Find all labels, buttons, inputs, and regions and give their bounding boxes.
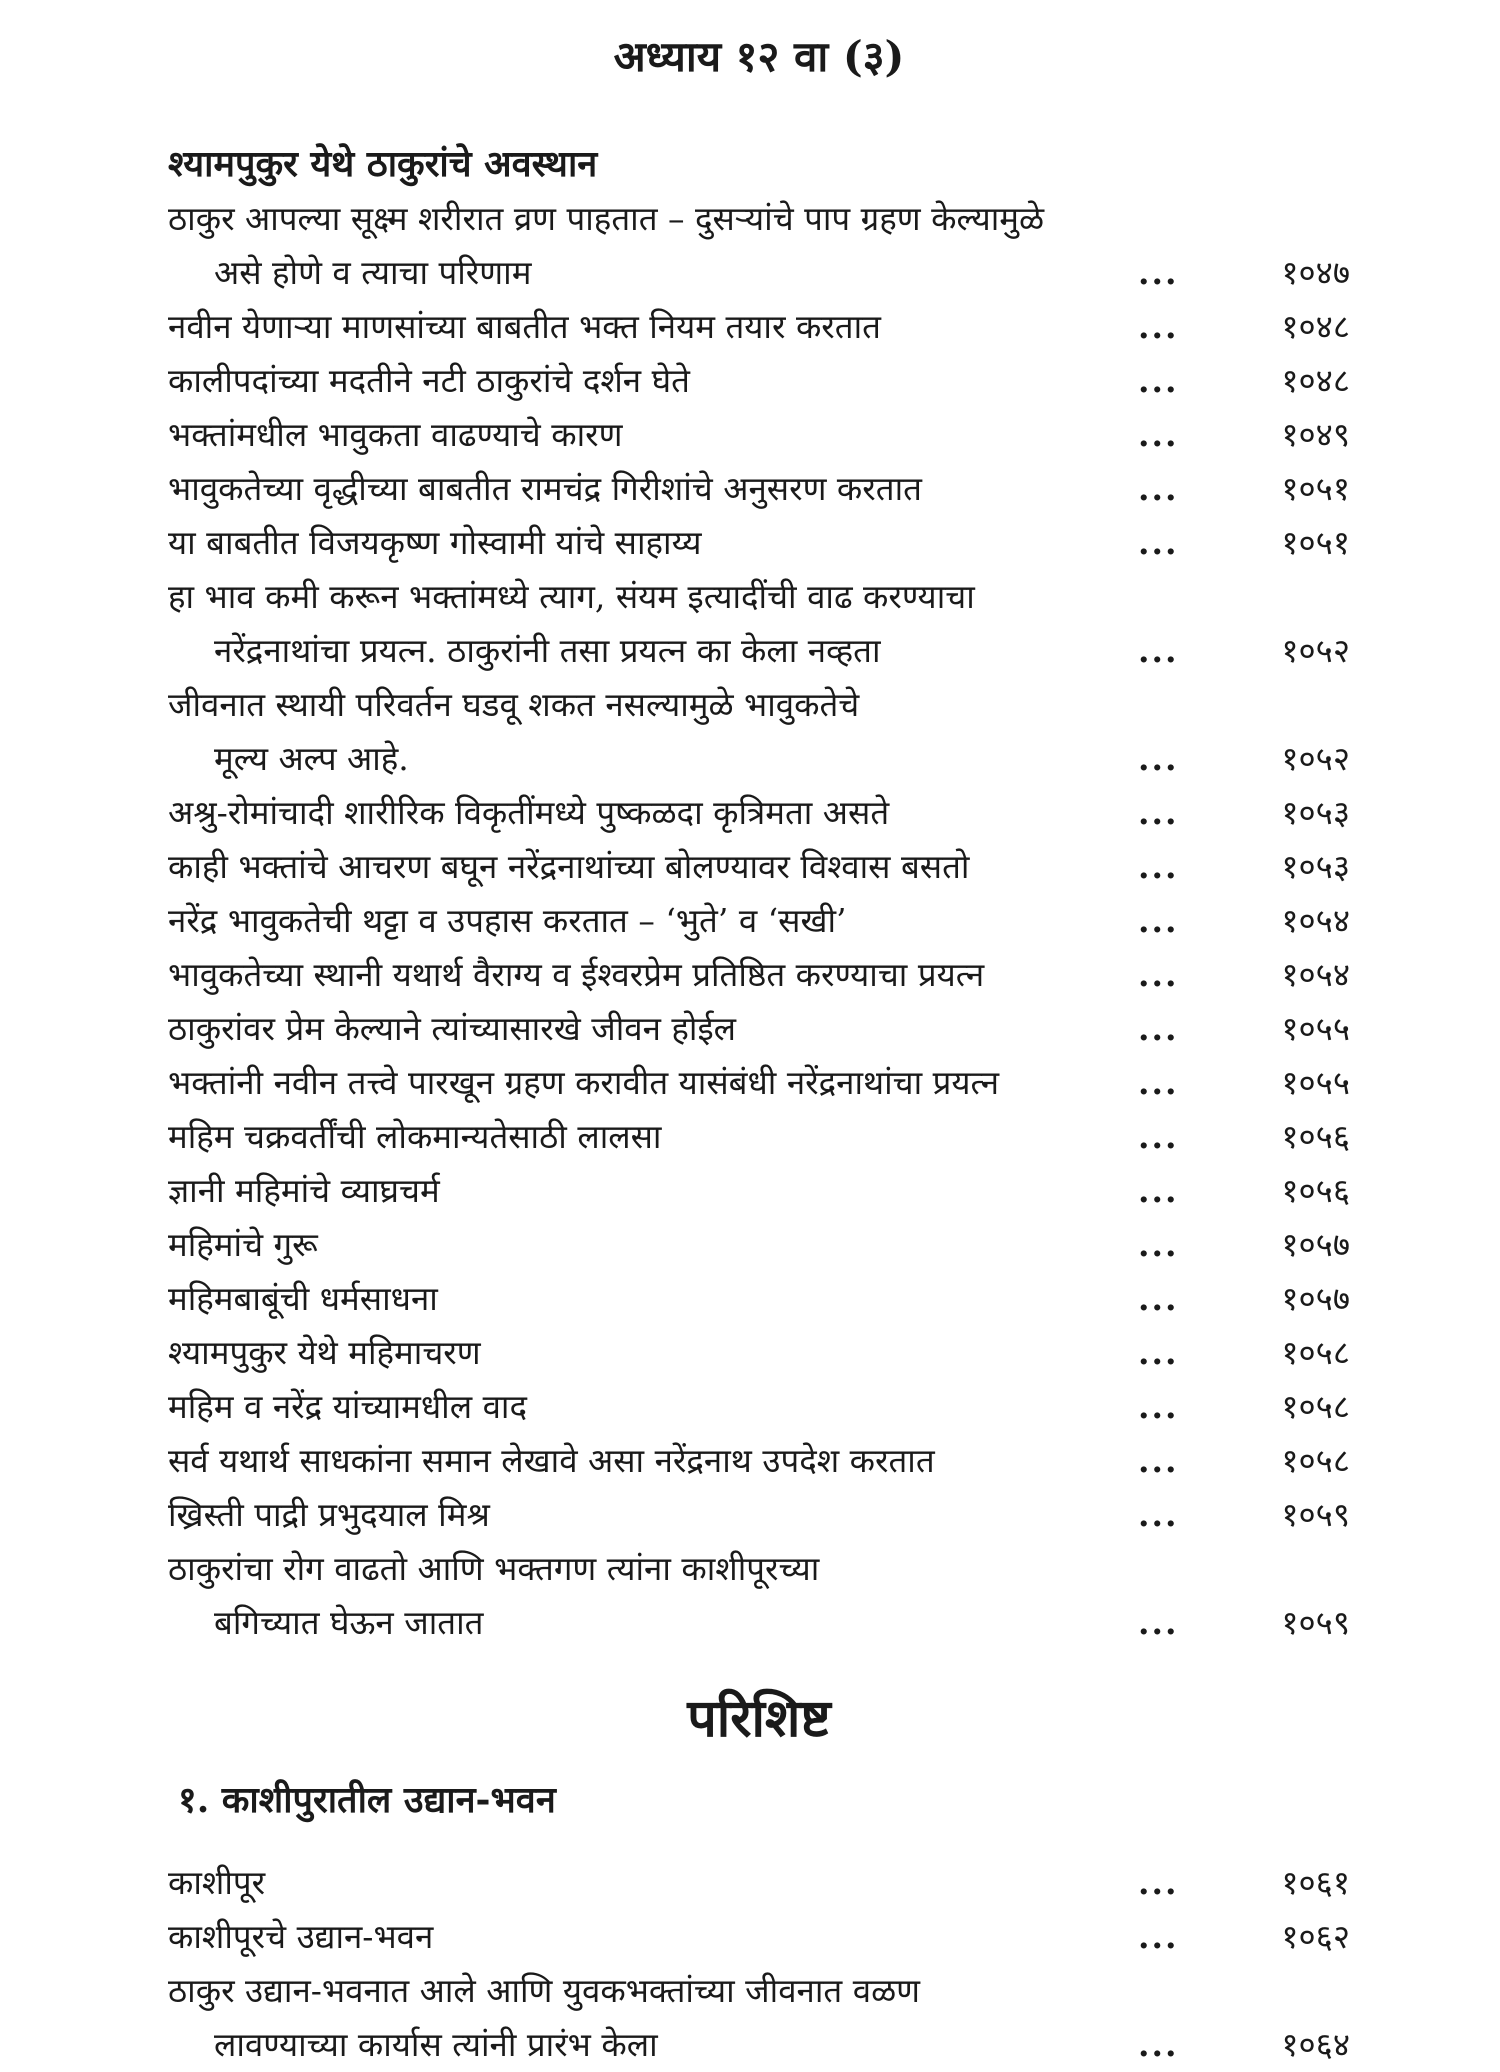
toc-entry <box>168 408 1350 462</box>
toc-entry-title: नवीन येणाऱ्या माणसांच्या बाबतीत भक्त नियम तयार करतात <box>168 307 881 346</box>
toc-entry <box>168 678 1350 786</box>
toc-page-number: १०५३ <box>1281 847 1350 886</box>
toc-page-number: १०५८ <box>1281 1441 1350 1480</box>
toc-entry-title: ठाकुर आपल्या सूक्ष्म शरीरात व्रण पाहतात – दुसऱ्यांचे पाप ग्रहण केल्यामुळे <box>168 199 1045 238</box>
toc-page-number: १०५२ <box>1281 631 1350 670</box>
toc-leader-dots: ... <box>1138 2025 1179 2064</box>
toc-leader-dots: ... <box>1138 955 1179 994</box>
toc-page-number: १०५९ <box>1281 1603 1350 1642</box>
toc-page-number: १०५१ <box>1281 469 1350 508</box>
toc-leader-dots: ... <box>1138 1387 1179 1426</box>
toc-leader-dots: ... <box>1138 1225 1179 1264</box>
toc-entry-title: ठाकुरांचा रोग वाढतो आणि भक्तगण त्यांना काशीपूरच्या <box>168 1549 820 1588</box>
toc-leader-dots: ... <box>1138 1279 1179 1318</box>
toc-entry-title: ठाकुरांवर प्रेम केल्याने त्यांच्यासारखे जीवन होईल <box>168 1009 737 1048</box>
toc-entry <box>168 1218 1350 1272</box>
chapter-title: अध्याय १२ वा (३) <box>613 32 905 81</box>
toc-entry <box>168 300 1350 354</box>
toc-entry-title: जीवनात स्थायी परिवर्तन घडवू शकत नसल्यामुळे भावुकतेचे <box>168 685 860 724</box>
toc-entry <box>168 192 1350 300</box>
appendix-entry-list <box>168 1856 1350 2072</box>
toc-entry <box>168 1488 1350 1542</box>
toc-page-number: १०४८ <box>1281 307 1350 346</box>
appendix-subheading: १. काशीपुरातील उद्यान-भवन <box>178 1779 556 1821</box>
toc-leader-dots: ... <box>1138 307 1179 346</box>
toc-leader-dots: ... <box>1138 901 1179 940</box>
toc-leader-dots: ... <box>1138 1009 1179 1048</box>
toc-entry-title: श्यामपुकुर येथे महिमाचरण <box>168 1333 481 1372</box>
toc-page-number: १०४७ <box>1281 253 1350 292</box>
toc-entry <box>168 1434 1350 1488</box>
toc-page-number: १०५३ <box>1281 793 1350 832</box>
toc-entry-title-continued: लावण्याच्या कार्यास त्यांनी प्रारंभ केला <box>214 2025 658 2064</box>
toc-leader-dots: ... <box>1138 793 1179 832</box>
toc-entry-title: नरेंद्र भावुकतेची थट्टा व उपहास करतात – ‘भुते’ व ‘सखी’ <box>168 901 847 940</box>
toc-entry-title: काही भक्तांचे आचरण बघून नरेंद्रनाथांच्या बोलण्यावर विश्वास बसतो <box>168 847 970 886</box>
toc-entry-title: ठाकुर उद्यान-भवनात आले आणि युवकभक्तांच्या जीवनात वळण <box>168 1971 921 2010</box>
toc-entry <box>168 1542 1350 1650</box>
toc-leader-dots: ... <box>1138 1333 1179 1372</box>
toc-entry <box>168 1164 1350 1218</box>
toc-page-number: १०५७ <box>1281 1279 1350 1318</box>
toc-leader-dots: ... <box>1138 469 1179 508</box>
toc-entry-title-continued: असे होणे व त्याचा परिणाम <box>214 253 532 292</box>
toc-entry <box>168 462 1350 516</box>
toc-entry <box>168 1272 1350 1326</box>
toc-leader-dots: ... <box>1138 361 1179 400</box>
toc-entry <box>168 570 1350 678</box>
toc-entry <box>168 840 1350 894</box>
toc-entry-title-continued: बगिच्यात घेऊन जातात <box>214 1603 484 1642</box>
toc-leader-dots: ... <box>1138 415 1179 454</box>
toc-page-number: १०५४ <box>1281 901 1350 940</box>
toc-page-number: १०६२ <box>1281 1917 1350 1956</box>
toc-entry-title: महिम चक्रवर्तींची लोकमान्यतेसाठी लालसा <box>168 1117 662 1156</box>
toc-leader-dots: ... <box>1138 1441 1179 1480</box>
toc-entry-title: भावुकतेच्या स्थानी यथार्थ वैराग्य व ईश्वरप्रेम प्रतिष्ठित करण्याचा प्रयत्न <box>168 955 985 994</box>
toc-entry-title: ज्ञानी महिमांचे व्याघ्रचर्म <box>168 1171 440 1210</box>
toc-entry-title: महिम व नरेंद्र यांच्यामधील वाद <box>168 1387 527 1426</box>
toc-entry-title-continued: मूल्य अल्प आहे. <box>214 739 409 778</box>
toc-entry-title: या बाबतीत विजयकृष्ण गोस्वामी यांचे साहाय्य <box>168 523 702 562</box>
toc-leader-dots: ... <box>1138 631 1179 670</box>
toc-entry-title: महिमांचे गुरू <box>168 1225 318 1264</box>
toc-page-number: १०५६ <box>1281 1171 1350 1210</box>
toc-entry <box>168 1380 1350 1434</box>
toc-entry-title: ख्रिस्ती पाद्री प्रभुदयाल मिश्र <box>168 1495 490 1534</box>
toc-page-number: १०५५ <box>1281 1009 1350 1048</box>
toc-leader-dots: ... <box>1138 1495 1179 1534</box>
section-heading: श्यामपुकुर येथे ठाकुरांचे अवस्थान <box>168 143 598 185</box>
toc-leader-dots: ... <box>1138 1603 1179 1642</box>
toc-entry <box>168 894 1350 948</box>
toc-leader-dots: ... <box>1138 1863 1179 1902</box>
toc-entry-title: भक्तांनी नवीन तत्त्वे पारखून ग्रहण करावीत यासंबंधी नरेंद्रनाथांचा प्रयत्न <box>168 1063 1000 1102</box>
toc-entry-title: भावुकतेच्या वृद्धीच्या बाबतीत रामचंद्र गिरीशांचे अनुसरण करतात <box>168 469 922 508</box>
toc-page-number: १०५७ <box>1281 1225 1350 1264</box>
toc-leader-dots: ... <box>1138 1117 1179 1156</box>
toc-entry-list <box>168 192 1350 1650</box>
toc-entry <box>168 786 1350 840</box>
toc-leader-dots: ... <box>1138 1917 1179 1956</box>
toc-entry-title: हा भाव कमी करून भक्तांमध्ये त्याग, संयम इत्यादींची वाढ करण्याचा <box>168 577 975 616</box>
toc-entry-title: कालीपदांच्या मदतीने नटी ठाकुरांचे दर्शन घेते <box>168 361 690 400</box>
toc-page-number: १०४९ <box>1281 415 1350 454</box>
toc-page-number: १०६१ <box>1281 1863 1350 1902</box>
toc-entry <box>168 1056 1350 1110</box>
toc-entry-title: महिमबाबूंची धर्मसाधना <box>168 1279 438 1318</box>
toc-leader-dots: ... <box>1138 739 1179 778</box>
toc-entry <box>168 1910 1350 1964</box>
toc-leader-dots: ... <box>1138 253 1179 292</box>
toc-page-number: १०५९ <box>1281 1495 1350 1534</box>
toc-entry-title: काशीपूरचे उद्यान-भवन <box>168 1917 434 1956</box>
toc-entry <box>168 1856 1350 1910</box>
toc-entry-title: काशीपूर <box>168 1863 266 1902</box>
toc-page-number: १०६४ <box>1281 2025 1350 2064</box>
toc-entry <box>168 1326 1350 1380</box>
toc-leader-dots: ... <box>1138 1171 1179 1210</box>
toc-entry <box>168 948 1350 1002</box>
toc-page-number: १०५६ <box>1281 1117 1350 1156</box>
toc-page-number: १०५२ <box>1281 739 1350 778</box>
appendix-title: परिशिष्ट <box>687 1688 831 1749</box>
toc-entry <box>168 354 1350 408</box>
toc-page-number: १०४८ <box>1281 361 1350 400</box>
toc-leader-dots: ... <box>1138 847 1179 886</box>
toc-entry <box>168 1002 1350 1056</box>
toc-entry-title: अश्रु-रोमांचादी शारीरिक विकृतींमध्ये पुष्कळदा कृत्रिमता असते <box>168 793 890 832</box>
toc-page-number: १०५४ <box>1281 955 1350 994</box>
toc-entry-title-continued: नरेंद्रनाथांचा प्रयत्न. ठाकुरांनी तसा प्रयत्न का केला नव्हता <box>214 631 881 670</box>
toc-entry <box>168 516 1350 570</box>
toc-leader-dots: ... <box>1138 1063 1179 1102</box>
toc-page-number: १०५८ <box>1281 1333 1350 1372</box>
toc-page-number: १०५५ <box>1281 1063 1350 1102</box>
toc-entry <box>168 1110 1350 1164</box>
toc-page-number: १०५८ <box>1281 1387 1350 1426</box>
toc-page-number: १०५१ <box>1281 523 1350 562</box>
toc-leader-dots: ... <box>1138 523 1179 562</box>
toc-entry-title: सर्व यथार्थ साधकांना समान लेखावे असा नरेंद्रनाथ उपदेश करतात <box>168 1441 935 1480</box>
toc-entry <box>168 1964 1350 2072</box>
toc-entry-title: भक्तांमधील भावुकता वाढण्याचे कारण <box>168 415 623 454</box>
